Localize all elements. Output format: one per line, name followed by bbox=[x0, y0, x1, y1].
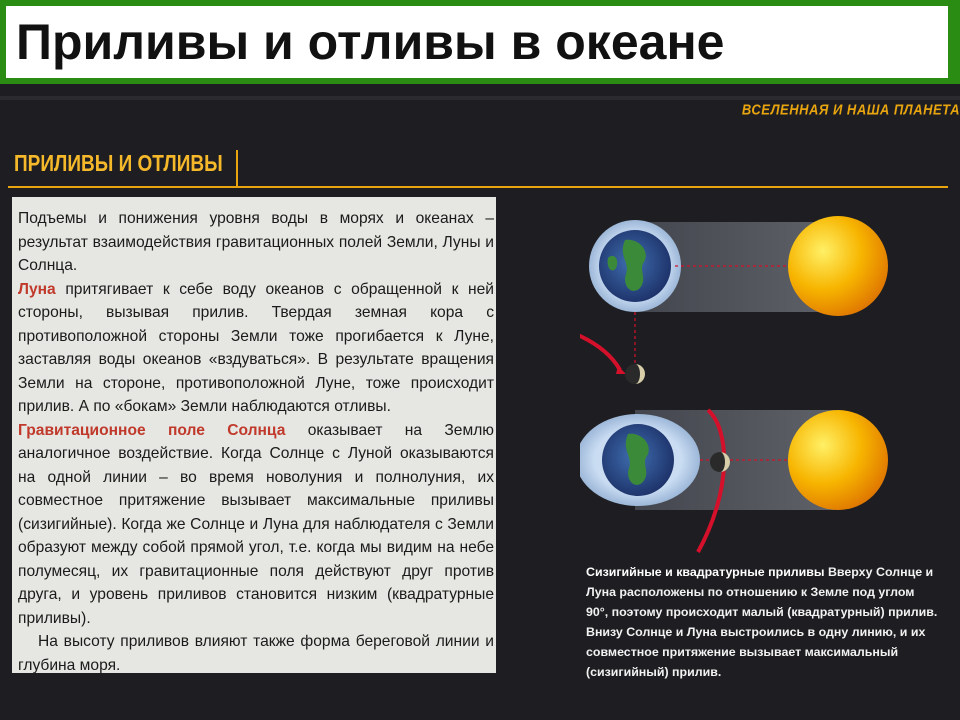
paragraph-sun bbox=[18, 419, 494, 631]
section-title: ПРИЛИВЫ И ОТЛИВЫ bbox=[14, 151, 223, 177]
article-text bbox=[18, 207, 494, 673]
paragraph-sun-text: оказывает на Землю аналогичное воздействие. Когда Солнце с Луной оказываются на одной линии – во время новолуния и полнолуния, их совместное притяжение вызывает максимальные приливы (сизигийные). Когда же Солнце и Луна для наблюдателя с Земли образуют между собой прямой угол, т.е. когда мы видим на небе полумесяц, их гравитационные поля действуют друг против друга, и уровень приливов становится низким (квадратурные приливы). bbox=[18, 421, 494, 627]
moon-icon bbox=[625, 364, 645, 384]
paragraph-moon bbox=[18, 278, 494, 419]
slide-title: Приливы и отливы в океане bbox=[16, 14, 725, 70]
title-band bbox=[0, 0, 960, 84]
quadrature-diagram bbox=[580, 216, 888, 384]
section-divider-vertical bbox=[236, 150, 238, 186]
sun-icon bbox=[788, 410, 888, 510]
moon-icon bbox=[710, 452, 730, 472]
syzygy-diagram bbox=[580, 410, 888, 552]
caption-title: Сизигийные и квадратурные приливы bbox=[586, 565, 825, 579]
sun-icon bbox=[788, 216, 888, 316]
sun-term: Гравитационное поле Солнца bbox=[18, 421, 286, 439]
paragraph-intro: Подъемы и понижения уровня воды в морях и океанах – результат взаимодействия гравитационных полей Земли, Луны и Солнца. bbox=[18, 210, 494, 274]
paragraph-coast: На высоту приливов влияют также форма береговой линии и глубина моря. bbox=[18, 633, 494, 673]
text-panel bbox=[12, 197, 496, 673]
tide-arc-top bbox=[580, 328, 620, 370]
tides-diagram bbox=[580, 200, 960, 560]
earth-icon bbox=[580, 414, 700, 506]
paragraph-moon-text: притягивает к себе воду океанов с обращенной к ней стороны, вызывая прилив. Твердая земная кора с противоположной стороны Земли тоже прогибается к Луне, заставляя воды океанов «вздуваться». В результате вращения Земли на стороне, противоположной Луне, тоже происходит прилив. А по «бокам» Земли наблюдаются отливы. bbox=[18, 280, 494, 415]
page-top-stripe bbox=[0, 96, 960, 100]
moon-term: Луна bbox=[18, 280, 56, 298]
earth-icon bbox=[589, 220, 681, 312]
caption-text: Вверху Солнце и Луна расположены по отношению к Земле под углом 90°, поэтому происходит малый (квадратурный) прилив. Внизу Солнце и Луна выстроились в одну линию, и их совместное притяжение вызывает максимальный (сизигийный) прилив. bbox=[586, 565, 938, 679]
series-title: ВСЕЛЕННАЯ И НАША ПЛАНЕТА bbox=[741, 100, 960, 119]
diagram-caption bbox=[586, 562, 938, 682]
section-heading bbox=[14, 150, 236, 184]
section-divider bbox=[8, 186, 948, 188]
title-box bbox=[6, 6, 948, 78]
